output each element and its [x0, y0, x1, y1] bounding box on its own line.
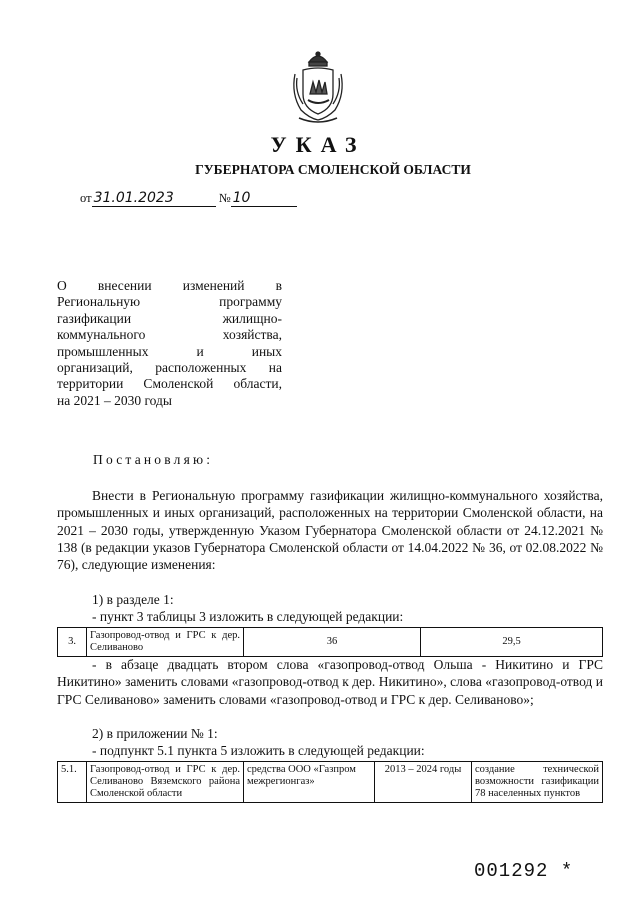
table-cell: 3. [58, 628, 87, 657]
item-2: 2) в приложении № 1: [92, 726, 218, 741]
table-cell: Газопровод-отвод и ГРС к дер. Селиваново Вяземского района Смоленской области [87, 762, 244, 803]
table-cell: 2013 – 2024 годы [375, 762, 472, 803]
decree-subject [57, 278, 282, 409]
table-section-1 [57, 627, 603, 657]
number-label: № [218, 191, 231, 205]
date-prefix: от [80, 191, 92, 205]
decree-word: Постановляю: [93, 452, 214, 467]
table-cell: 36 [244, 628, 421, 657]
table-cell: 5.1. [58, 762, 87, 803]
subject-line: на 2021 – 2030 годы [57, 392, 172, 408]
subject-line: промышленных и иных [57, 343, 282, 359]
paragraph-amendment [57, 656, 603, 708]
subject-line: территории Смоленской области, [57, 376, 282, 392]
subject-line: О внесении изменений в [57, 278, 282, 293]
item-1-sub: - пункт 3 таблицы 3 изложить в следующей редакции: [92, 609, 404, 624]
paragraph-text: - в абзаце двадцать втором слова «газопровод-отвод Ольша - Никитино и ГРС Никитино» заменить словами «газопровод-отвод к дер. Никитино», слова «газопровод-отвод и ГРС Селиваново» заменить словами «газопровод-отвод и ГРС к дер. Селиваново»; [57, 657, 603, 707]
item-2-sub: - подпункт 5.1 пункта 5 изложить в следующей редакции: [92, 743, 425, 758]
table-row [58, 762, 603, 803]
paragraph-main [57, 487, 603, 573]
item-1: 1) в разделе 1: [92, 592, 174, 607]
document-title: УКАЗ [270, 132, 366, 157]
date-number-line [80, 190, 297, 207]
subject-line: коммунального хозяйства, [57, 327, 282, 343]
coat-of-arms-icon [289, 48, 347, 124]
document-subtitle: ГУБЕРНАТОРА СМОЛЕНСКОЙ ОБЛАСТИ [195, 162, 471, 177]
table-row [58, 628, 603, 657]
subject-line: газификации жилищно- [57, 310, 282, 326]
table-cell: Газопровод-отвод и ГРС к дер. Селиваново [87, 628, 244, 657]
decree-number: 10 [231, 190, 297, 207]
table-appendix-1 [57, 761, 603, 803]
table-cell: 29,5 [421, 628, 603, 657]
paragraph-text: Внести в Региональную программу газификации жилищно-коммунального хозяйства, промышленных и иных организаций, расположенных на территории Смоленской области, на 2021 – 2030 годы, утвержденную Указом Губернатора Смоленской области от 24.12.2021 № 138 (в редакции указов Губернатора Смоленской области от 14.04.2022 № 36, от 02.08.2022 № 76), следующие изменения: [57, 488, 603, 573]
serial-number: 001292 * [474, 860, 574, 882]
subject-line: Региональную программу [57, 294, 282, 310]
table-cell: средства ООО «Газпром межрегионгаз» [244, 762, 375, 803]
subject-line: организаций, расположенных на [57, 360, 282, 376]
decree-date: 31.01.2023 [92, 190, 216, 207]
table-cell: создание технической возможности газификации 78 населенных пунктов [472, 762, 603, 803]
